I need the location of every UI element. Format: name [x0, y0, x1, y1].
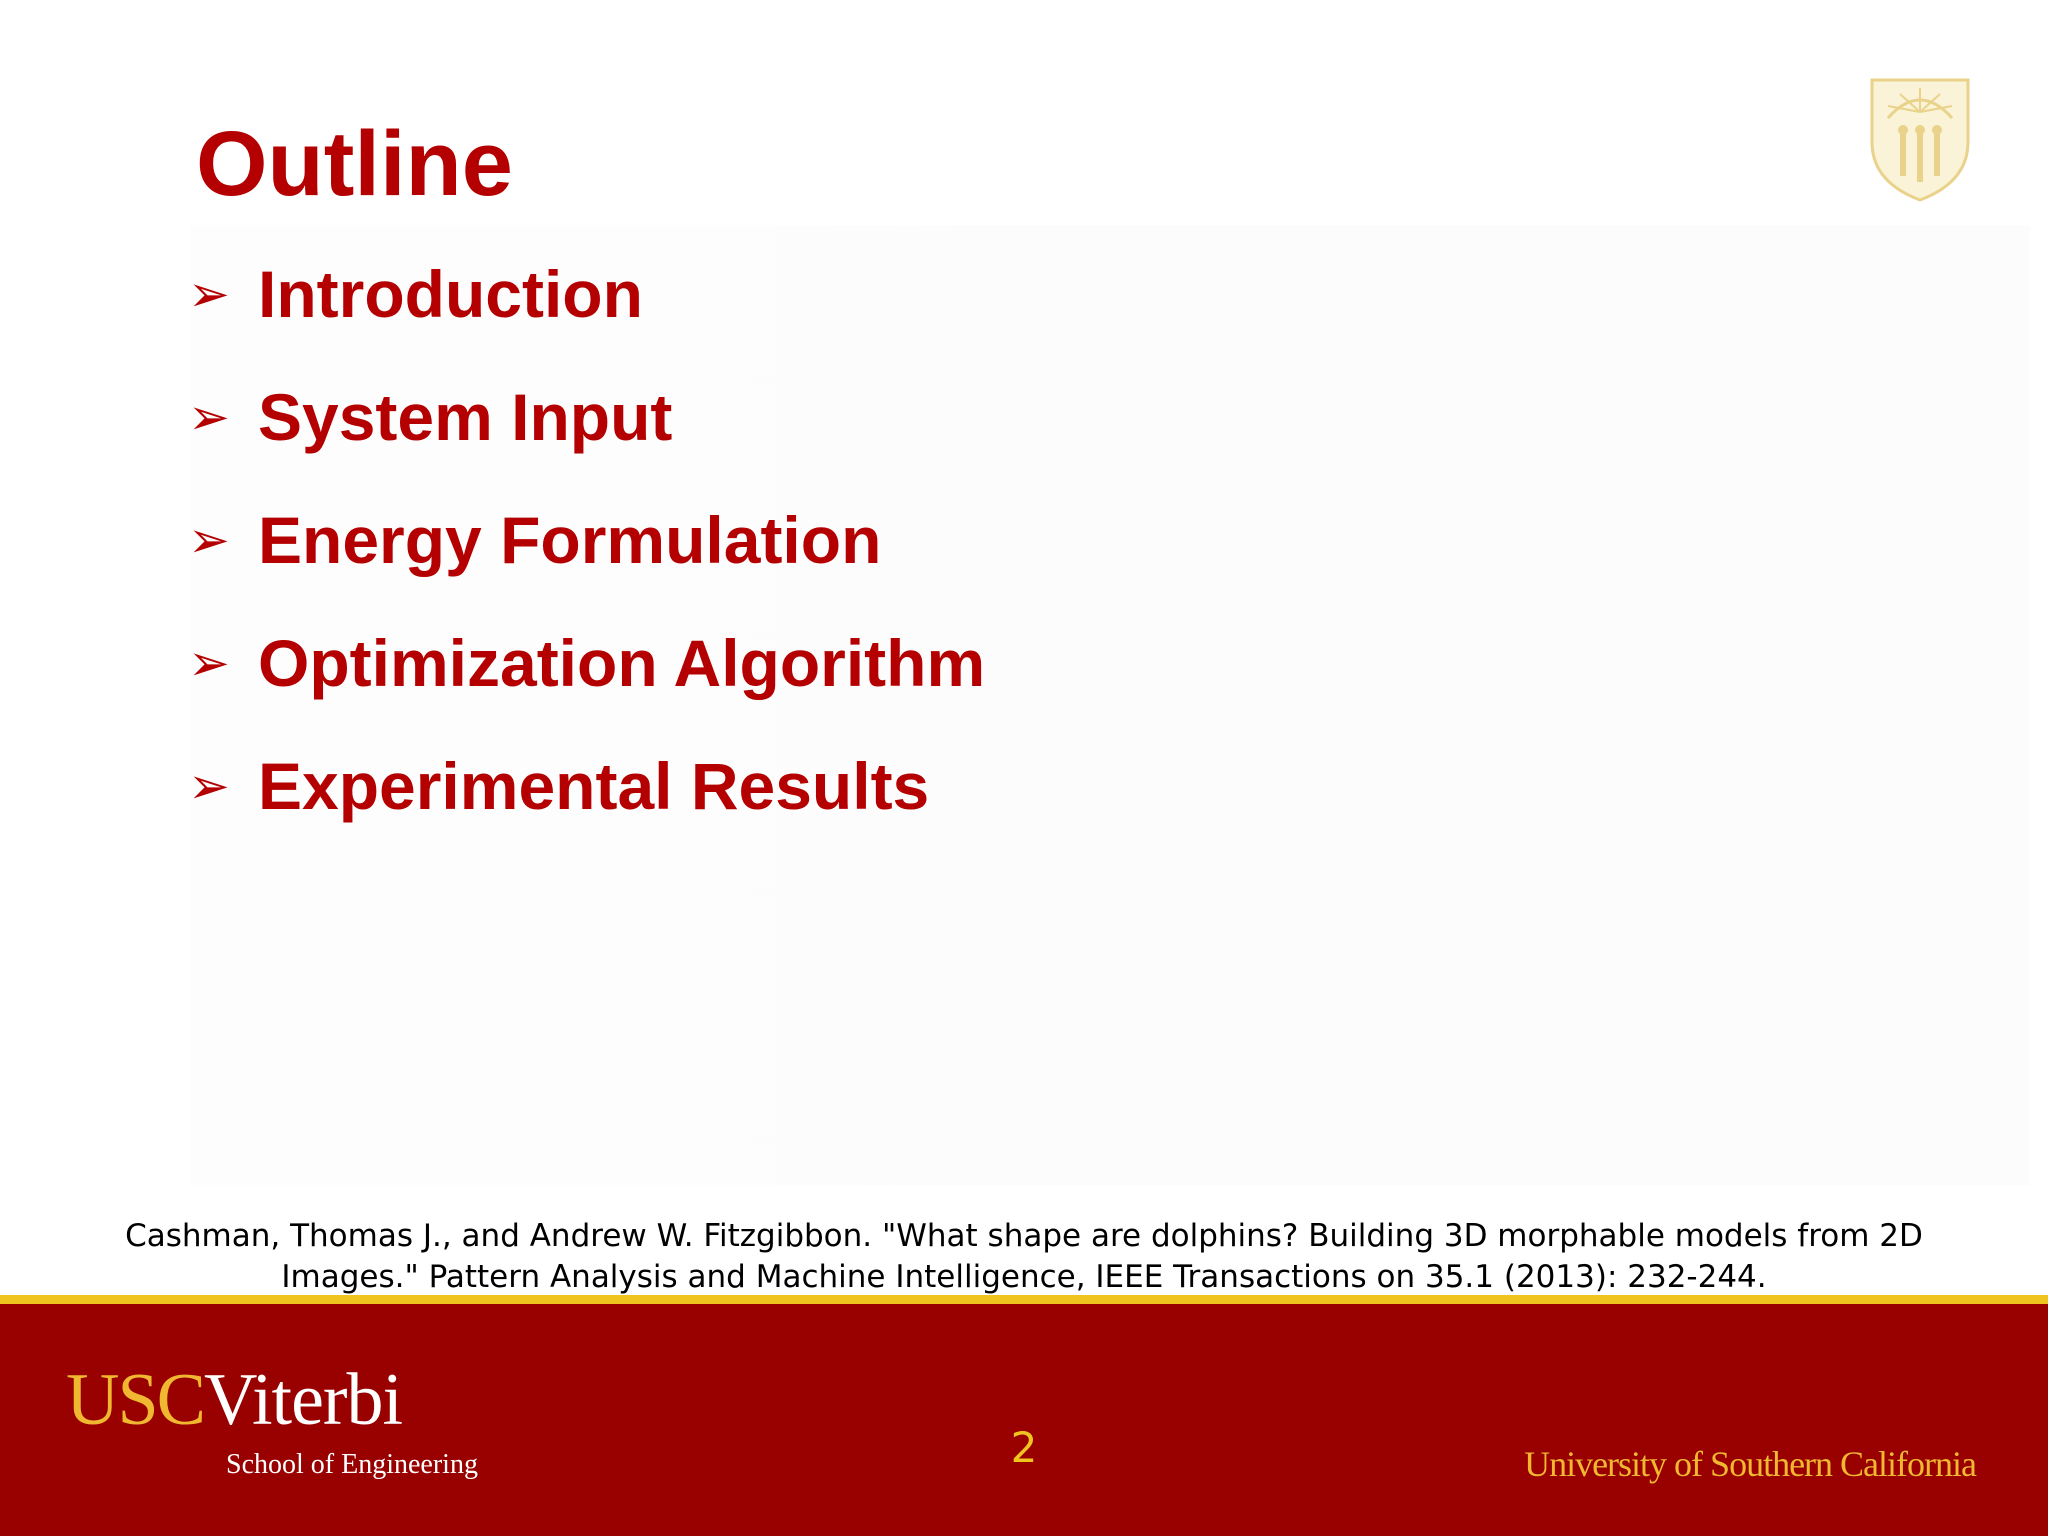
bullet-label: Energy Formulation [258, 502, 882, 577]
logo-viterbi-text: Viterbi [203, 1359, 403, 1441]
arrowhead-bullet-icon: ➢ [188, 510, 230, 569]
logo-school-text: School of Engineering [226, 1449, 478, 1480]
list-item [188, 478, 985, 601]
arrowhead-bullet-icon: ➢ [188, 633, 230, 692]
outline-list [188, 232, 985, 847]
list-item [188, 601, 985, 724]
list-item [188, 232, 985, 355]
page-number: 2 [1010, 1423, 1038, 1472]
arrowhead-bullet-icon: ➢ [188, 264, 230, 323]
bullet-label: Experimental Results [258, 748, 930, 823]
list-item [188, 355, 985, 478]
bullet-label: Introduction [258, 256, 643, 331]
slide-title: Outline [196, 113, 513, 215]
university-wordmark: University of Southern California [1524, 1444, 1976, 1484]
citation-line-1: Cashman, Thomas J., and Andrew W. Fitzgibbon. "What shape are dolphins? Building 3D morphable models from 2D [125, 1218, 1923, 1254]
arrowhead-bullet-icon: ➢ [188, 756, 230, 815]
bullet-label: Optimization Algorithm [258, 625, 986, 700]
logo-usc-text: USC [66, 1359, 204, 1441]
arrowhead-bullet-icon: ➢ [188, 387, 230, 446]
citation-line-2: Images." Pattern Analysis and Machine Intelligence, IEEE Transactions on 35.1 (2013): 232-244. [281, 1259, 1767, 1295]
list-item [188, 724, 985, 847]
usc-seal-icon [1866, 72, 1974, 204]
citation [20, 1216, 2028, 1298]
bullet-label: System Input [258, 379, 673, 454]
footer-divider [0, 1295, 2048, 1304]
usc-viterbi-logo [66, 1359, 478, 1480]
